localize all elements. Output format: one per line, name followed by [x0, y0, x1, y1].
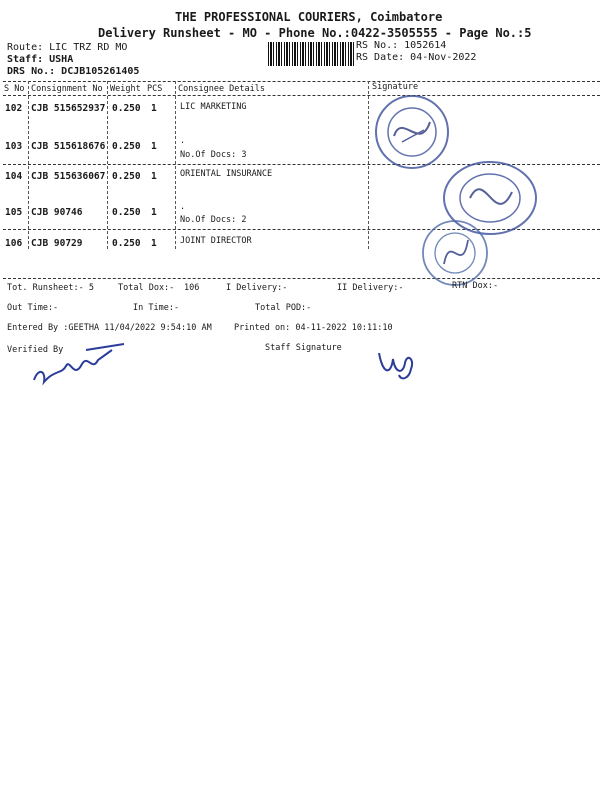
tot-runsheet: Tot. Runsheet:- 5 — [7, 283, 94, 293]
rs-number: RS No.: 1052614 — [356, 40, 447, 51]
row-consignment: CJB 515618676 — [31, 141, 106, 152]
row-pcs: 1 — [151, 238, 157, 249]
col-divider — [175, 81, 176, 249]
row-sno: 106 — [5, 238, 23, 249]
row-consignee: . — [180, 202, 186, 212]
col-signature: Signature — [372, 82, 419, 92]
col-divider — [368, 81, 369, 249]
table-bottom-rule — [3, 278, 600, 279]
row-pcs: 1 — [151, 207, 157, 218]
office-stamp-3 — [412, 218, 498, 288]
runsheet-subtitle: Delivery Runsheet - MO - Phone No.:0422-3505555 - Page No.:5 — [98, 26, 532, 40]
ii-delivery: II Delivery:- — [337, 283, 404, 293]
company-title: THE PROFESSIONAL COURIERS, Coimbatore — [175, 10, 443, 24]
staff-label: Staff: USHA — [7, 54, 74, 65]
col-pcs: PCS — [147, 84, 163, 94]
row-consignment: CJB 515652937 — [31, 103, 106, 114]
i-delivery: I Delivery:- — [226, 283, 288, 293]
row-consignment: CJB 90729 — [31, 238, 83, 249]
row-consignee: ORIENTAL INSURANCE — [180, 169, 273, 179]
table-top-rule — [3, 81, 600, 82]
row-consignee: . — [180, 136, 186, 146]
in-time: In Time:- — [133, 303, 180, 313]
verified-by: Verified By — [7, 345, 64, 355]
printed-on: Printed on: 04-11-2022 10:11:10 — [234, 323, 393, 333]
row-weight: 0.250 — [112, 207, 141, 218]
col-divider — [28, 81, 29, 249]
col-consignment: Consignment No — [31, 84, 103, 94]
row-pcs: 1 — [151, 171, 157, 182]
col-weight: Weight — [110, 84, 141, 94]
row-doc-count: No.Of Docs: 3 — [180, 150, 247, 160]
row-consignment: CJB 90746 — [31, 207, 83, 218]
rs-date: RS Date: 04-Nov-2022 — [356, 52, 477, 63]
verifier-signature — [28, 340, 138, 390]
row-doc-count: No.Of Docs: 2 — [180, 215, 247, 225]
barcode — [268, 42, 354, 66]
drs-number: DRS No.: DCJB105261405 — [7, 66, 140, 77]
table-header-rule — [3, 95, 600, 96]
staff-signature — [373, 345, 423, 385]
route-label: Route: LIC TRZ RD MO — [7, 42, 128, 53]
row-weight: 0.250 — [112, 171, 141, 182]
col-consignee: Consignee Details — [178, 84, 265, 94]
col-sno: S No — [4, 84, 25, 94]
total-dox-value: 106 — [184, 283, 200, 293]
row-sno: 105 — [5, 207, 23, 218]
row-consignee: JOINT DIRECTOR — [180, 236, 252, 246]
staff-signature-label: Staff Signature — [265, 343, 342, 353]
row-weight: 0.250 — [112, 103, 141, 114]
row-sno: 104 — [5, 171, 23, 182]
out-time: Out Time:- — [7, 303, 59, 313]
row-consignee: LIC MARKETING — [180, 102, 247, 112]
entered-by: Entered By :GEETHA 11/04/2022 9:54:10 AM — [7, 323, 212, 333]
row-sno: 103 — [5, 141, 23, 152]
row-weight: 0.250 — [112, 141, 141, 152]
total-pod: Total POD:- — [255, 303, 312, 313]
row-sno: 102 — [5, 103, 23, 114]
row-pcs: 1 — [151, 141, 157, 152]
total-dox-label: Total Dox:- — [118, 283, 175, 293]
col-divider — [107, 81, 108, 249]
row-weight: 0.250 — [112, 238, 141, 249]
row-consignment: CJB 515636067 — [31, 171, 106, 182]
row-pcs: 1 — [151, 103, 157, 114]
rtn-dox: RTN Dox:- — [452, 281, 499, 291]
